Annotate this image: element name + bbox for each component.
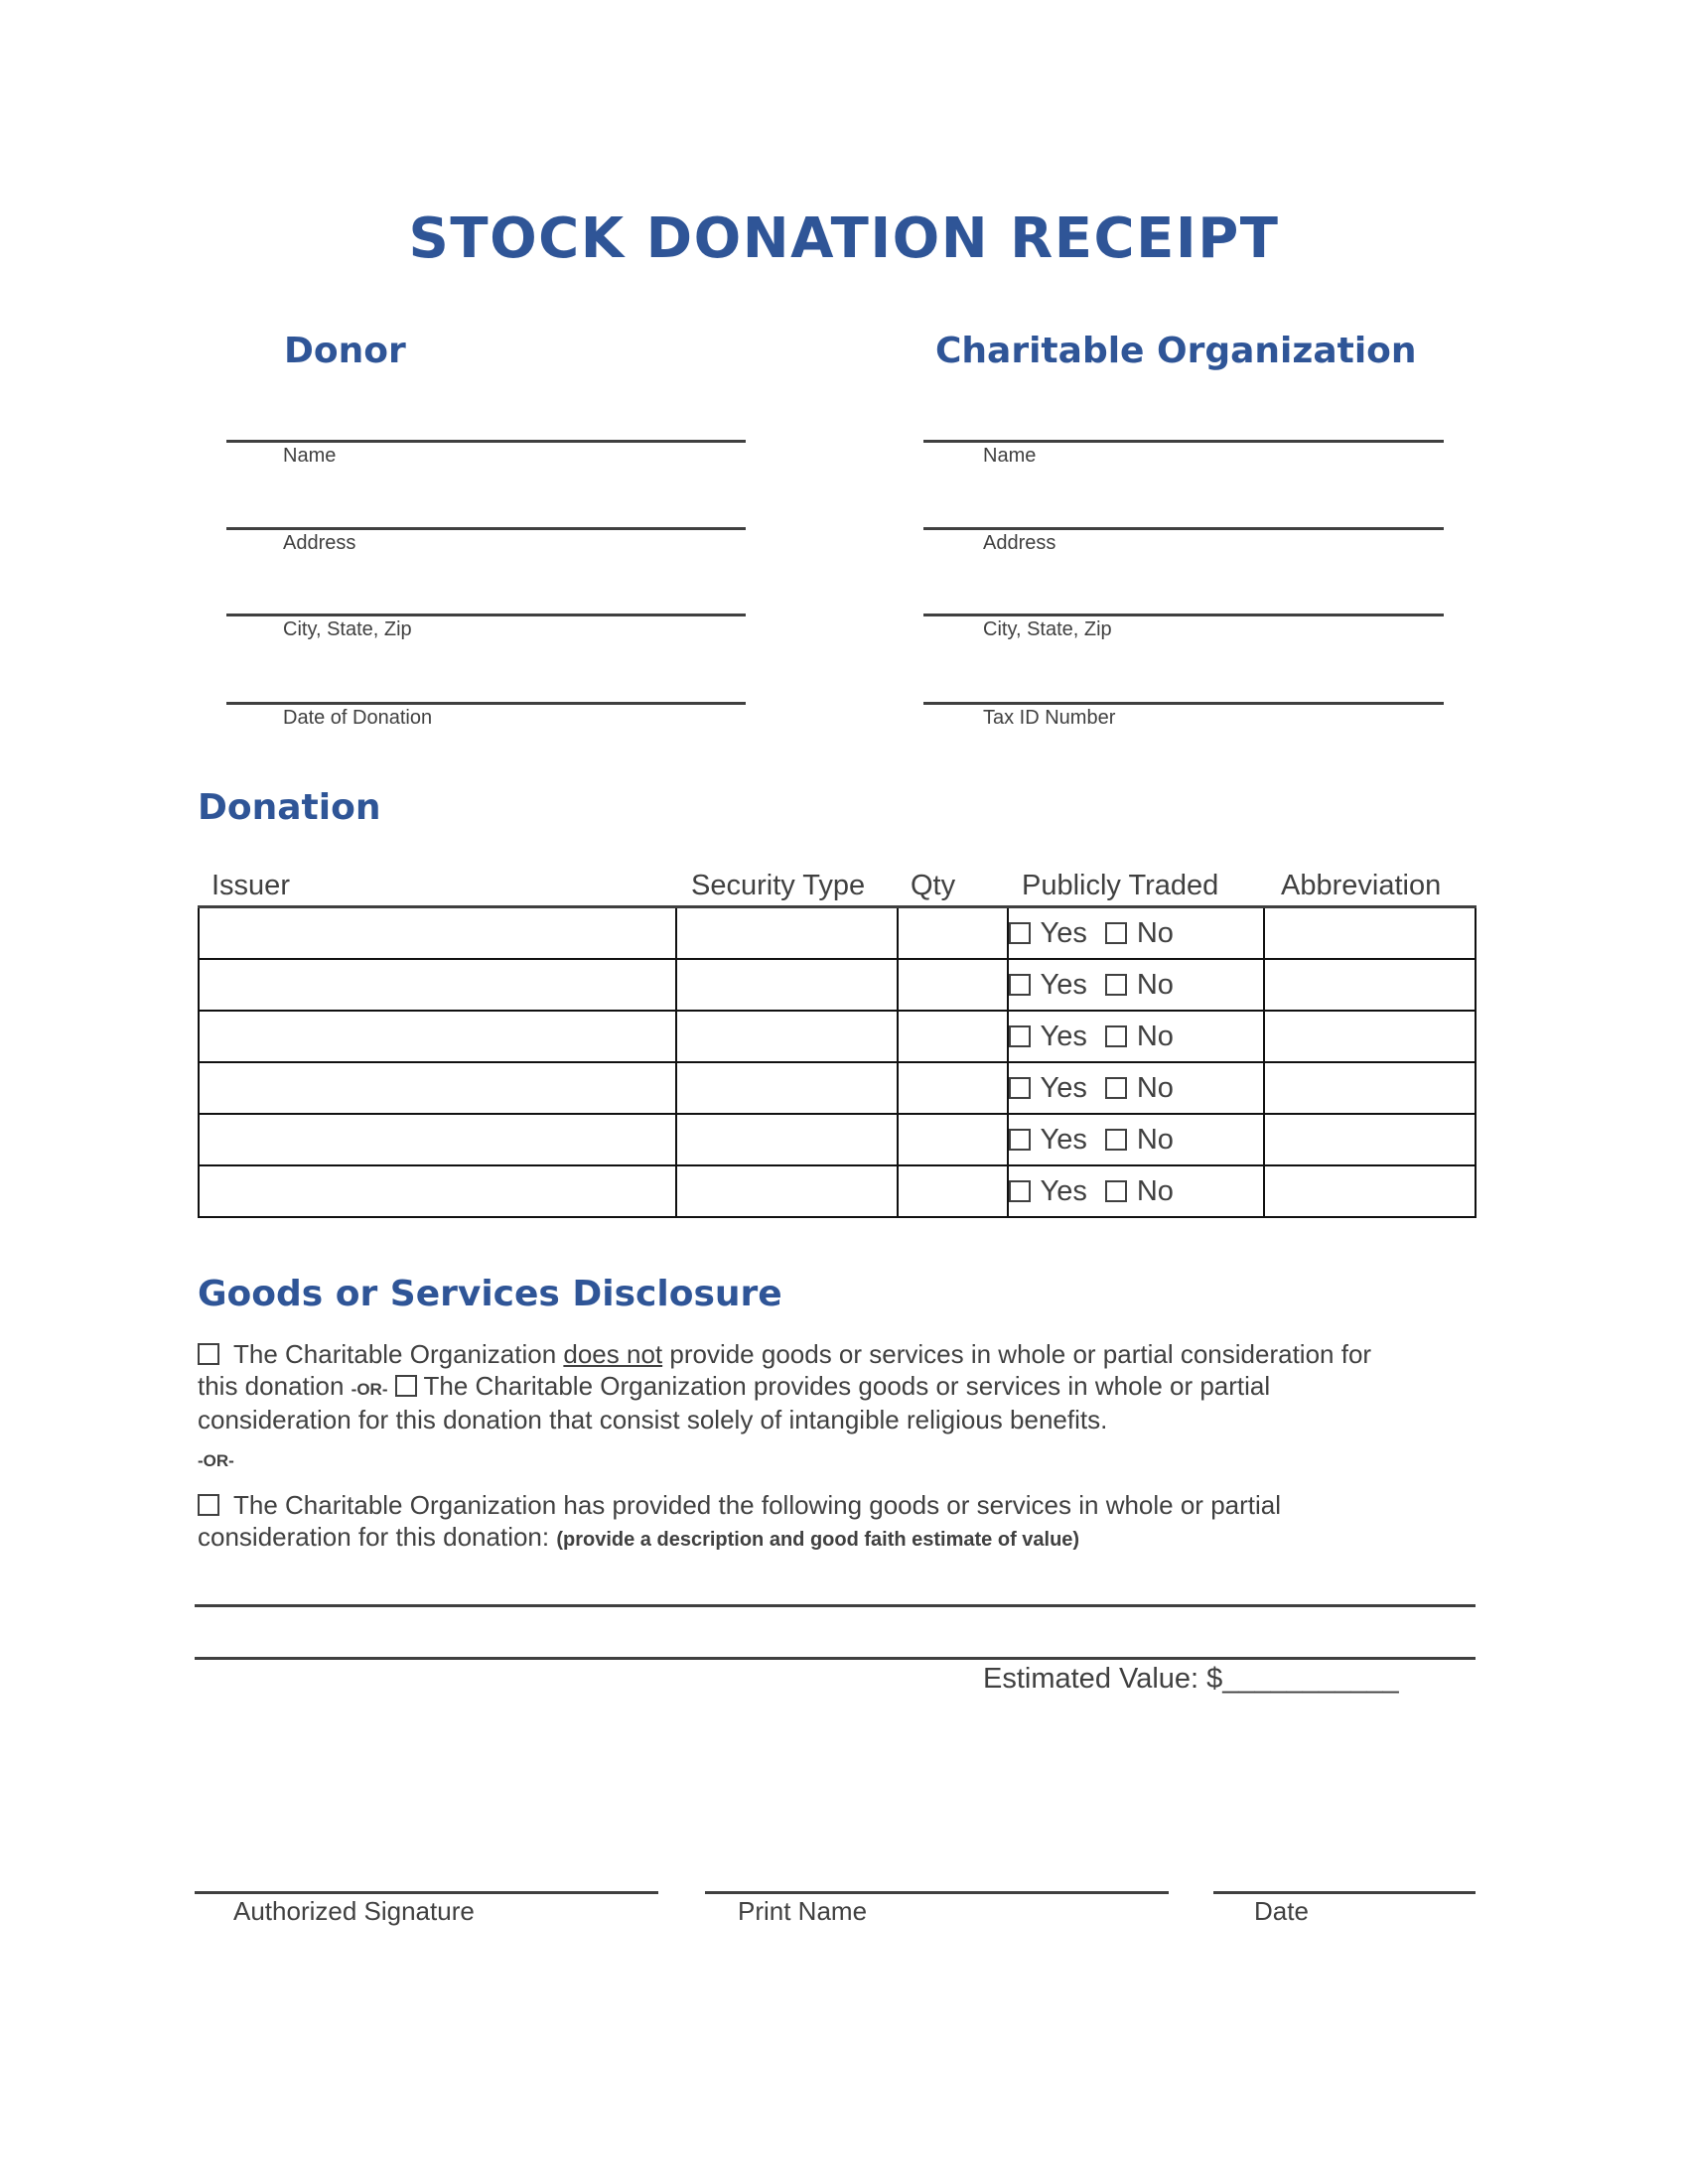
qty-cell[interactable]	[898, 1114, 1008, 1165]
publicly-traded-cell	[1008, 907, 1265, 960]
issuer-cell[interactable]	[199, 1165, 676, 1217]
option2-text-line3: consideration for this donation that consist solely of intangible religious benefits.	[198, 1405, 1108, 1434]
column-header-security-type: Security Type	[691, 870, 866, 901]
org-city-line[interactable]	[923, 614, 1444, 616]
qty-cell[interactable]	[898, 907, 1008, 960]
yes-checkbox[interactable]	[1009, 974, 1031, 996]
qty-cell[interactable]	[898, 959, 1008, 1011]
no-label: No	[1136, 1174, 1174, 1207]
yes-label: Yes	[1040, 1123, 1087, 1156]
security-type-cell[interactable]	[676, 1114, 898, 1165]
disclosure-provided-paragraph	[198, 1490, 1488, 1556]
estimated-value-label: Estimated Value: $	[983, 1663, 1223, 1695]
abbreviation-cell[interactable]	[1264, 1165, 1476, 1217]
org-address-label: Address	[983, 532, 1056, 554]
description-line-1[interactable]	[195, 1604, 1476, 1607]
yes-checkbox[interactable]	[1009, 1129, 1031, 1151]
security-type-cell[interactable]	[676, 907, 898, 960]
publicly-traded-cell	[1008, 1062, 1265, 1114]
table-row	[199, 1165, 1476, 1217]
donor-heading: Donor	[284, 331, 406, 371]
yes-checkbox[interactable]	[1009, 922, 1031, 944]
no-checkbox[interactable]	[1105, 1129, 1127, 1151]
donor-date-label: Date of Donation	[283, 707, 433, 729]
yes-label: Yes	[1040, 968, 1087, 1001]
option2-text: The Charitable Organization provides goods or services in whole or partial	[423, 1370, 1271, 1401]
does-not-provide-checkbox[interactable]	[198, 1343, 219, 1365]
issuer-cell[interactable]	[199, 1062, 676, 1114]
table-row	[199, 1011, 1476, 1062]
donor-name-label: Name	[283, 445, 337, 467]
religious-benefits-checkbox[interactable]	[395, 1375, 417, 1397]
qty-cell[interactable]	[898, 1011, 1008, 1062]
donor-city-label: City, State, Zip	[283, 618, 412, 640]
publicly-traded-cell	[1008, 1114, 1265, 1165]
issuer-cell[interactable]	[199, 1011, 676, 1062]
column-header-abbreviation: Abbreviation	[1281, 870, 1442, 901]
authorized-signature-label: Authorized Signature	[233, 1896, 475, 1926]
option1-text-line2: this donation	[198, 1370, 352, 1401]
issuer-cell[interactable]	[199, 907, 676, 960]
no-label: No	[1136, 968, 1174, 1001]
yes-label: Yes	[1040, 916, 1087, 949]
qty-cell[interactable]	[898, 1165, 1008, 1217]
org-taxid-line[interactable]	[923, 702, 1444, 705]
abbreviation-cell[interactable]	[1264, 1062, 1476, 1114]
option1-text-pre: The Charitable Organization	[232, 1339, 564, 1369]
no-label: No	[1136, 1123, 1174, 1156]
org-address-line[interactable]	[923, 527, 1444, 530]
security-type-cell[interactable]	[676, 1011, 898, 1062]
donation-table	[198, 905, 1477, 1218]
column-header-qty: Qty	[911, 870, 956, 901]
page-title: STOCK DONATION RECEIPT	[408, 206, 1280, 271]
print-name-label: Print Name	[738, 1896, 868, 1926]
yes-checkbox[interactable]	[1009, 1025, 1031, 1047]
disclosure-options-paragraph	[198, 1339, 1488, 1436]
abbreviation-cell[interactable]	[1264, 959, 1476, 1011]
column-header-issuer: Issuer	[211, 870, 290, 901]
publicly-traded-cell	[1008, 1011, 1265, 1062]
signature-date-label: Date	[1254, 1896, 1309, 1926]
issuer-cell[interactable]	[199, 1114, 676, 1165]
estimated-value[interactable]	[983, 1663, 1399, 1696]
option1-text-post: provide goods or services in whole or partial consideration for	[662, 1339, 1372, 1369]
yes-checkbox[interactable]	[1009, 1180, 1031, 1202]
option3-text-line1: The Charitable Organization has provided the following goods or services in whole or partial	[232, 1490, 1282, 1520]
authorized-signature-line[interactable]	[195, 1891, 658, 1894]
donation-heading: Donation	[198, 787, 381, 828]
no-label: No	[1136, 916, 1174, 949]
abbreviation-cell[interactable]	[1264, 1114, 1476, 1165]
security-type-cell[interactable]	[676, 959, 898, 1011]
option1-text-underlined: does not	[563, 1339, 663, 1369]
print-name-line[interactable]	[705, 1891, 1169, 1894]
org-city-label: City, State, Zip	[983, 618, 1112, 640]
table-row	[199, 907, 1476, 960]
no-checkbox[interactable]	[1105, 974, 1127, 996]
option3-note: (provide a description and good faith estimate of value)	[556, 1528, 1080, 1551]
yes-label: Yes	[1040, 1071, 1087, 1104]
disclosure-heading: Goods or Services Disclosure	[198, 1274, 782, 1314]
donor-address-label: Address	[283, 532, 356, 554]
yes-checkbox[interactable]	[1009, 1077, 1031, 1099]
publicly-traded-cell	[1008, 1165, 1265, 1217]
publicly-traded-cell	[1008, 959, 1265, 1011]
org-name-label: Name	[983, 445, 1037, 467]
donor-address-line[interactable]	[226, 527, 746, 530]
no-checkbox[interactable]	[1105, 1025, 1127, 1047]
security-type-cell[interactable]	[676, 1165, 898, 1217]
estimated-value-blank[interactable]: ___________	[1222, 1663, 1399, 1695]
abbreviation-cell[interactable]	[1264, 1011, 1476, 1062]
org-taxid-label: Tax ID Number	[983, 707, 1116, 729]
no-checkbox[interactable]	[1105, 1180, 1127, 1202]
goods-provided-checkbox[interactable]	[198, 1494, 219, 1516]
organization-heading: Charitable Organization	[935, 331, 1417, 371]
column-header-publicly-traded: Publicly Traded	[1022, 870, 1219, 901]
table-row	[199, 959, 1476, 1011]
org-name-line[interactable]	[923, 440, 1444, 443]
issuer-cell[interactable]	[199, 959, 676, 1011]
no-checkbox[interactable]	[1105, 1077, 1127, 1099]
table-row	[199, 1114, 1476, 1165]
donor-city-line[interactable]	[226, 614, 746, 616]
description-line-2[interactable]	[195, 1657, 1476, 1660]
or-separator: -OR-	[198, 1451, 234, 1470]
no-label: No	[1136, 1071, 1174, 1104]
donor-name-line[interactable]	[226, 440, 746, 443]
no-checkbox[interactable]	[1105, 922, 1127, 944]
table-row	[199, 1062, 1476, 1114]
donor-date-line[interactable]	[226, 702, 746, 705]
option3-text-line2: consideration for this donation:	[198, 1521, 557, 1552]
yes-label: Yes	[1040, 1020, 1087, 1052]
security-type-cell[interactable]	[676, 1062, 898, 1114]
signature-date-line[interactable]	[1213, 1891, 1476, 1894]
qty-cell[interactable]	[898, 1062, 1008, 1114]
abbreviation-cell[interactable]	[1264, 907, 1476, 960]
yes-label: Yes	[1040, 1174, 1087, 1207]
or-inline: -OR-	[351, 1379, 388, 1399]
no-label: No	[1136, 1020, 1174, 1052]
